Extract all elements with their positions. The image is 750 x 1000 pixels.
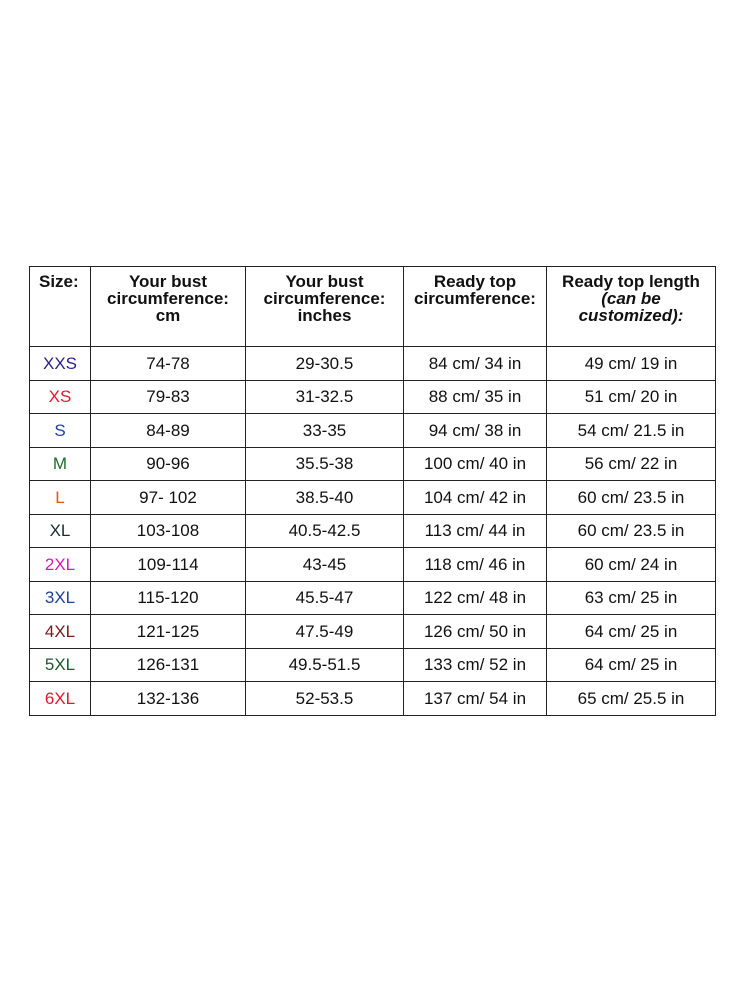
- bust-cm-cell: 132-136: [91, 682, 246, 716]
- table-row: [30, 648, 716, 682]
- header-bust-inches: [246, 267, 404, 347]
- size-cell: XXS: [30, 347, 91, 381]
- table-row: [30, 347, 716, 381]
- bust-inches-cell: 43-45: [246, 548, 404, 582]
- bust-cm-cell: 90-96: [91, 447, 246, 481]
- bust-cm-cell: 74-78: [91, 347, 246, 381]
- bust-cm-cell: 109-114: [91, 548, 246, 582]
- header-line: Ready top length: [562, 272, 700, 291]
- top-circumference-cell: 94 cm/ 38 in: [404, 414, 547, 448]
- top-length-cell: 64 cm/ 25 in: [547, 615, 716, 649]
- header-line: Ready top: [433, 272, 517, 291]
- top-length-cell: 60 cm/ 23.5 in: [547, 481, 716, 515]
- table-row: [30, 414, 716, 448]
- top-circumference-cell: 122 cm/ 48 in: [404, 581, 547, 615]
- table-row: [30, 682, 716, 716]
- top-circumference-cell: 137 cm/ 54 in: [404, 682, 547, 716]
- header-line: customized):: [578, 306, 684, 325]
- top-circumference-cell: 88 cm/ 35 in: [404, 380, 547, 414]
- size-cell: 4XL: [30, 615, 91, 649]
- table-header: [30, 267, 716, 347]
- bust-inches-cell: 47.5-49: [246, 615, 404, 649]
- size-cell: XS: [30, 380, 91, 414]
- bust-inches-cell: 45.5-47: [246, 581, 404, 615]
- size-cell: 3XL: [30, 581, 91, 615]
- top-circumference-cell: 84 cm/ 34 in: [404, 347, 547, 381]
- bust-cm-cell: 121-125: [91, 615, 246, 649]
- header-line: circumference:: [263, 289, 386, 308]
- bust-cm-cell: 103-108: [91, 514, 246, 548]
- header-top-length: [547, 267, 716, 347]
- top-length-cell: 63 cm/ 25 in: [547, 581, 716, 615]
- bust-inches-cell: 31-32.5: [246, 380, 404, 414]
- size-cell: 2XL: [30, 548, 91, 582]
- bust-cm-cell: 79-83: [91, 380, 246, 414]
- table-row: [30, 548, 716, 582]
- top-length-cell: 49 cm/ 19 in: [547, 347, 716, 381]
- size-cell: M: [30, 447, 91, 481]
- table-row: [30, 615, 716, 649]
- top-length-cell: 54 cm/ 21.5 in: [547, 414, 716, 448]
- top-circumference-cell: 118 cm/ 46 in: [404, 548, 547, 582]
- header-line: cm: [155, 306, 181, 325]
- header-line: Your bust: [128, 272, 208, 291]
- top-length-cell: 60 cm/ 24 in: [547, 548, 716, 582]
- size-cell: 5XL: [30, 648, 91, 682]
- bust-cm-cell: 126-131: [91, 648, 246, 682]
- top-length-cell: 56 cm/ 22 in: [547, 447, 716, 481]
- header-bust-cm: [91, 267, 246, 347]
- top-length-cell: 64 cm/ 25 in: [547, 648, 716, 682]
- table-body: [30, 347, 716, 716]
- table-row: [30, 514, 716, 548]
- table-row: [30, 447, 716, 481]
- table-row: [30, 380, 716, 414]
- size-cell: S: [30, 414, 91, 448]
- header-line: circumference:: [414, 289, 536, 308]
- bust-inches-cell: 49.5-51.5: [246, 648, 404, 682]
- bust-cm-cell: 97- 102: [91, 481, 246, 515]
- top-circumference-cell: 104 cm/ 42 in: [404, 481, 547, 515]
- top-circumference-cell: 133 cm/ 52 in: [404, 648, 547, 682]
- table-row: [30, 481, 716, 515]
- header-size: [30, 267, 91, 347]
- bust-cm-cell: 84-89: [91, 414, 246, 448]
- size-cell: L: [30, 481, 91, 515]
- bust-inches-cell: 52-53.5: [246, 682, 404, 716]
- bust-inches-cell: 29-30.5: [246, 347, 404, 381]
- bust-inches-cell: 38.5-40: [246, 481, 404, 515]
- top-circumference-cell: 126 cm/ 50 in: [404, 615, 547, 649]
- top-circumference-cell: 100 cm/ 40 in: [404, 447, 547, 481]
- size-cell: XL: [30, 514, 91, 548]
- top-circumference-cell: 113 cm/ 44 in: [404, 514, 547, 548]
- bust-inches-cell: 40.5-42.5: [246, 514, 404, 548]
- header-line: circumference:: [107, 289, 229, 308]
- top-length-cell: 65 cm/ 25.5 in: [547, 682, 716, 716]
- header-row: [30, 267, 716, 347]
- table-row: [30, 581, 716, 615]
- header-line: Your bust: [285, 272, 364, 291]
- header-line: (can be: [601, 289, 661, 308]
- size-cell: 6XL: [30, 682, 91, 716]
- bust-inches-cell: 35.5-38: [246, 447, 404, 481]
- header-line: Size:: [39, 272, 79, 291]
- header-top-circumference: [404, 267, 547, 347]
- top-length-cell: 51 cm/ 20 in: [547, 380, 716, 414]
- bust-inches-cell: 33-35: [246, 414, 404, 448]
- header-line: inches: [297, 306, 352, 325]
- top-length-cell: 60 cm/ 23.5 in: [547, 514, 716, 548]
- size-chart-table: [29, 266, 716, 716]
- bust-cm-cell: 115-120: [91, 581, 246, 615]
